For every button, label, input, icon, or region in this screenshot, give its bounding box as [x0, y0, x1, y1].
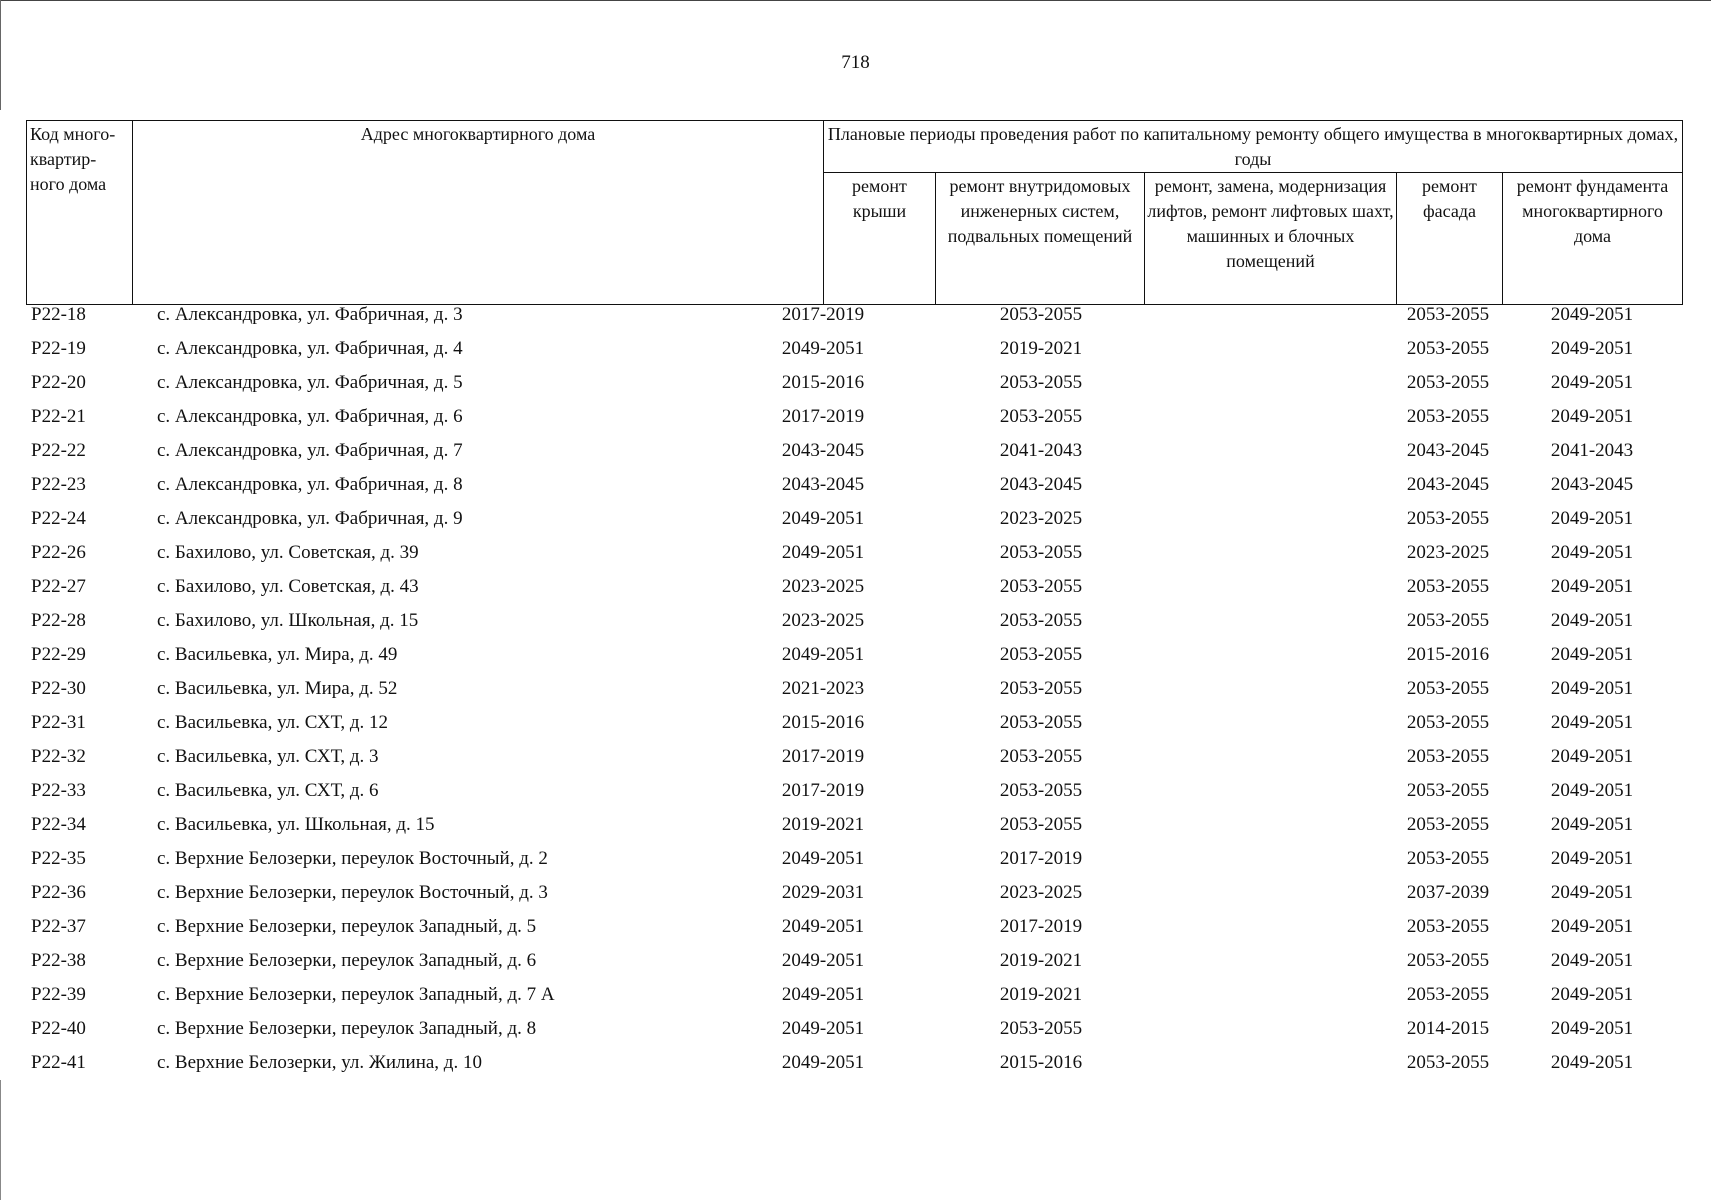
cell-engineering: 2053-2055: [999, 542, 1083, 563]
cell-foundation: 2049-2051: [1550, 644, 1634, 665]
cell-code: Р22-27: [31, 576, 86, 597]
cell-foundation: 2041-2043: [1550, 440, 1634, 461]
table-header: [26, 120, 1683, 305]
cell-address: с. Верхние Белозерки, переулок Западный, д. 7 А: [157, 984, 555, 1005]
cell-roof: 2043-2045: [781, 440, 865, 461]
cell-code: Р22-34: [31, 814, 86, 835]
cell-address: с. Александровка, ул. Фабричная, д. 8: [157, 474, 463, 495]
cell-address: с. Бахилово, ул. Советская, д. 43: [157, 576, 419, 597]
cell-code: Р22-35: [31, 848, 86, 869]
cell-engineering: 2017-2019: [999, 916, 1083, 937]
cell-foundation: 2049-2051: [1550, 814, 1634, 835]
cell-code: Р22-40: [31, 1018, 86, 1039]
cell-roof: 2017-2019: [781, 746, 865, 767]
cell-foundation: 2049-2051: [1550, 916, 1634, 937]
cell-facade: 2053-2055: [1406, 338, 1490, 359]
cell-address: с. Верхние Белозерки, переулок Восточный, д. 2: [157, 848, 548, 869]
cell-roof: 2015-2016: [781, 372, 865, 393]
cell-code: Р22-28: [31, 610, 86, 631]
cell-code: Р22-20: [31, 372, 86, 393]
cell-foundation: 2049-2051: [1550, 678, 1634, 699]
cell-address: с. Бахилово, ул. Школьная, д. 15: [157, 610, 419, 631]
cell-engineering: 2053-2055: [999, 746, 1083, 767]
cell-engineering: 2043-2045: [999, 474, 1083, 495]
cell-code: Р22-32: [31, 746, 86, 767]
cell-engineering: 2019-2021: [999, 950, 1083, 971]
cell-facade: 2053-2055: [1406, 678, 1490, 699]
cell-facade: 2053-2055: [1406, 508, 1490, 529]
cell-address: с. Васильевка, ул. СХТ, д. 6: [157, 780, 379, 801]
cell-roof: 2049-2051: [781, 1052, 865, 1073]
cell-engineering: 2017-2019: [999, 848, 1083, 869]
cell-roof: 2015-2016: [781, 712, 865, 733]
cell-foundation: 2049-2051: [1550, 304, 1634, 325]
cell-facade: 2053-2055: [1406, 950, 1490, 971]
cell-roof: 2049-2051: [781, 916, 865, 937]
cell-address: с. Бахилово, ул. Советская, д. 39: [157, 542, 419, 563]
cell-code: Р22-37: [31, 916, 86, 937]
cell-code: Р22-19: [31, 338, 86, 359]
cell-facade: 2053-2055: [1406, 712, 1490, 733]
cell-facade: 2014-2015: [1406, 1018, 1490, 1039]
cell-facade: 2053-2055: [1406, 1052, 1490, 1073]
cell-roof: 2017-2019: [781, 304, 865, 325]
cell-address: с. Верхние Белозерки, ул. Жилина, д. 10: [157, 1052, 482, 1073]
cell-foundation: 2049-2051: [1550, 576, 1634, 597]
cell-facade: 2053-2055: [1406, 304, 1490, 325]
cell-facade: 2053-2055: [1406, 848, 1490, 869]
cell-code: Р22-30: [31, 678, 86, 699]
cell-roof: 2019-2021: [781, 814, 865, 835]
cell-address: с. Верхние Белозерки, переулок Западный, д. 6: [157, 950, 537, 971]
cell-roof: 2049-2051: [781, 644, 865, 665]
cell-roof: 2017-2019: [781, 780, 865, 801]
cell-facade: 2053-2055: [1406, 372, 1490, 393]
cell-code: Р22-38: [31, 950, 86, 971]
cell-engineering: 2041-2043: [999, 440, 1083, 461]
cell-code: Р22-31: [31, 712, 86, 733]
cell-engineering: 2053-2055: [999, 1018, 1083, 1039]
cell-facade: 2053-2055: [1406, 984, 1490, 1005]
cell-facade: 2023-2025: [1406, 542, 1490, 563]
cell-foundation: 2049-2051: [1550, 372, 1634, 393]
cell-code: Р22-36: [31, 882, 86, 903]
cell-roof: 2049-2051: [781, 848, 865, 869]
cell-facade: 2037-2039: [1406, 882, 1490, 903]
cell-code: Р22-26: [31, 542, 86, 563]
cell-facade: 2015-2016: [1406, 644, 1490, 665]
cell-facade: 2043-2045: [1406, 474, 1490, 495]
cell-engineering: 2053-2055: [999, 814, 1083, 835]
cell-address: с. Александровка, ул. Фабричная, д. 7: [157, 440, 463, 461]
cell-facade: 2053-2055: [1406, 780, 1490, 801]
cell-address: с. Александровка, ул. Фабричная, д. 5: [157, 372, 463, 393]
cell-code: Р22-24: [31, 508, 86, 529]
cell-facade: 2053-2055: [1406, 576, 1490, 597]
cell-code: Р22-41: [31, 1052, 86, 1073]
cell-foundation: 2049-2051: [1550, 780, 1634, 801]
cell-foundation: 2049-2051: [1550, 406, 1634, 427]
cell-engineering: 2015-2016: [999, 1052, 1083, 1073]
cell-code: Р22-29: [31, 644, 86, 665]
cell-facade: 2053-2055: [1406, 610, 1490, 631]
cell-foundation: 2049-2051: [1550, 712, 1634, 733]
cell-foundation: 2049-2051: [1550, 508, 1634, 529]
cell-engineering: 2019-2021: [999, 338, 1083, 359]
cell-engineering: 2053-2055: [999, 610, 1083, 631]
cell-engineering: 2053-2055: [999, 678, 1083, 699]
cell-address: с. Александровка, ул. Фабричная, д. 3: [157, 304, 463, 325]
cell-engineering: 2019-2021: [999, 984, 1083, 1005]
cell-facade: 2053-2055: [1406, 746, 1490, 767]
cell-address: с. Васильевка, ул. Мира, д. 52: [157, 678, 398, 699]
cell-roof: 2049-2051: [781, 508, 865, 529]
cell-facade: 2053-2055: [1406, 916, 1490, 937]
cell-address: с. Верхние Белозерки, переулок Восточный, д. 3: [157, 882, 548, 903]
cell-engineering: 2053-2055: [999, 780, 1083, 801]
page-number: 718: [841, 52, 870, 73]
cell-roof: 2021-2023: [781, 678, 865, 699]
cell-foundation: 2049-2051: [1550, 746, 1634, 767]
header-lifts: ремонт, замена, модернизация лифтов, ремонт лифтовых шахт, машинных и блочных помещений: [1145, 173, 1397, 305]
cell-facade: 2053-2055: [1406, 814, 1490, 835]
cell-engineering: 2053-2055: [999, 372, 1083, 393]
cell-address: с. Васильевка, ул. Школьная, д. 15: [157, 814, 435, 835]
cell-roof: 2023-2025: [781, 576, 865, 597]
cell-engineering: 2023-2025: [999, 882, 1083, 903]
cell-facade: 2053-2055: [1406, 406, 1490, 427]
cell-roof: 2049-2051: [781, 950, 865, 971]
cell-roof: 2023-2025: [781, 610, 865, 631]
cell-facade: 2043-2045: [1406, 440, 1490, 461]
header-engineering: ремонт внутридомовых инженерных систем, подвальных помещений: [936, 173, 1145, 305]
cell-foundation: 2043-2045: [1550, 474, 1634, 495]
cell-engineering: 2053-2055: [999, 576, 1083, 597]
cell-address: с. Верхние Белозерки, переулок Западный, д. 8: [157, 1018, 537, 1039]
cell-foundation: 2049-2051: [1550, 610, 1634, 631]
cell-address: с. Васильевка, ул. Мира, д. 49: [157, 644, 398, 665]
header-roof: ремонт крыши: [824, 173, 936, 305]
cell-code: Р22-33: [31, 780, 86, 801]
cell-address: с. Васильевка, ул. СХТ, д. 12: [157, 712, 388, 733]
cell-engineering: 2053-2055: [999, 644, 1083, 665]
cell-address: с. Васильевка, ул. СХТ, д. 3: [157, 746, 379, 767]
cell-engineering: 2053-2055: [999, 304, 1083, 325]
cell-roof: 2049-2051: [781, 542, 865, 563]
cell-roof: 2049-2051: [781, 338, 865, 359]
cell-roof: 2017-2019: [781, 406, 865, 427]
cell-foundation: 2049-2051: [1550, 848, 1634, 869]
cell-engineering: 2053-2055: [999, 406, 1083, 427]
header-address: Адрес многоквартирного дома: [133, 121, 824, 305]
header-foundation: ремонт фундамента многоквартирного дома: [1503, 173, 1683, 305]
cell-code: Р22-22: [31, 440, 86, 461]
cell-code: Р22-21: [31, 406, 86, 427]
cell-foundation: 2049-2051: [1550, 984, 1634, 1005]
cell-foundation: 2049-2051: [1550, 882, 1634, 903]
cell-code: Р22-18: [31, 304, 86, 325]
cell-address: с. Верхние Белозерки, переулок Западный, д. 5: [157, 916, 537, 937]
cell-roof: 2029-2031: [781, 882, 865, 903]
cell-engineering: 2053-2055: [999, 712, 1083, 733]
cell-roof: 2049-2051: [781, 1018, 865, 1039]
scan-edge-top: [0, 0, 1711, 1]
cell-address: с. Александровка, ул. Фабричная, д. 4: [157, 338, 463, 359]
cell-foundation: 2049-2051: [1550, 1052, 1634, 1073]
cell-foundation: 2049-2051: [1550, 338, 1634, 359]
scan-edge-left-lower: [0, 1080, 1, 1200]
cell-code: Р22-39: [31, 984, 86, 1005]
header-facade: ремонт фасада: [1397, 173, 1503, 305]
header-code: Код много-квартир-ного дома: [27, 121, 133, 305]
cell-foundation: 2049-2051: [1550, 950, 1634, 971]
header-periods: Плановые периоды проведения работ по капитальному ремонту общего имущества в многоквартирных домах, годы: [824, 121, 1683, 173]
cell-address: с. Александровка, ул. Фабричная, д. 6: [157, 406, 463, 427]
cell-roof: 2043-2045: [781, 474, 865, 495]
cell-roof: 2049-2051: [781, 984, 865, 1005]
cell-address: с. Александровка, ул. Фабричная, д. 9: [157, 508, 463, 529]
cell-engineering: 2023-2025: [999, 508, 1083, 529]
cell-foundation: 2049-2051: [1550, 1018, 1634, 1039]
cell-code: Р22-23: [31, 474, 86, 495]
cell-foundation: 2049-2051: [1550, 542, 1634, 563]
